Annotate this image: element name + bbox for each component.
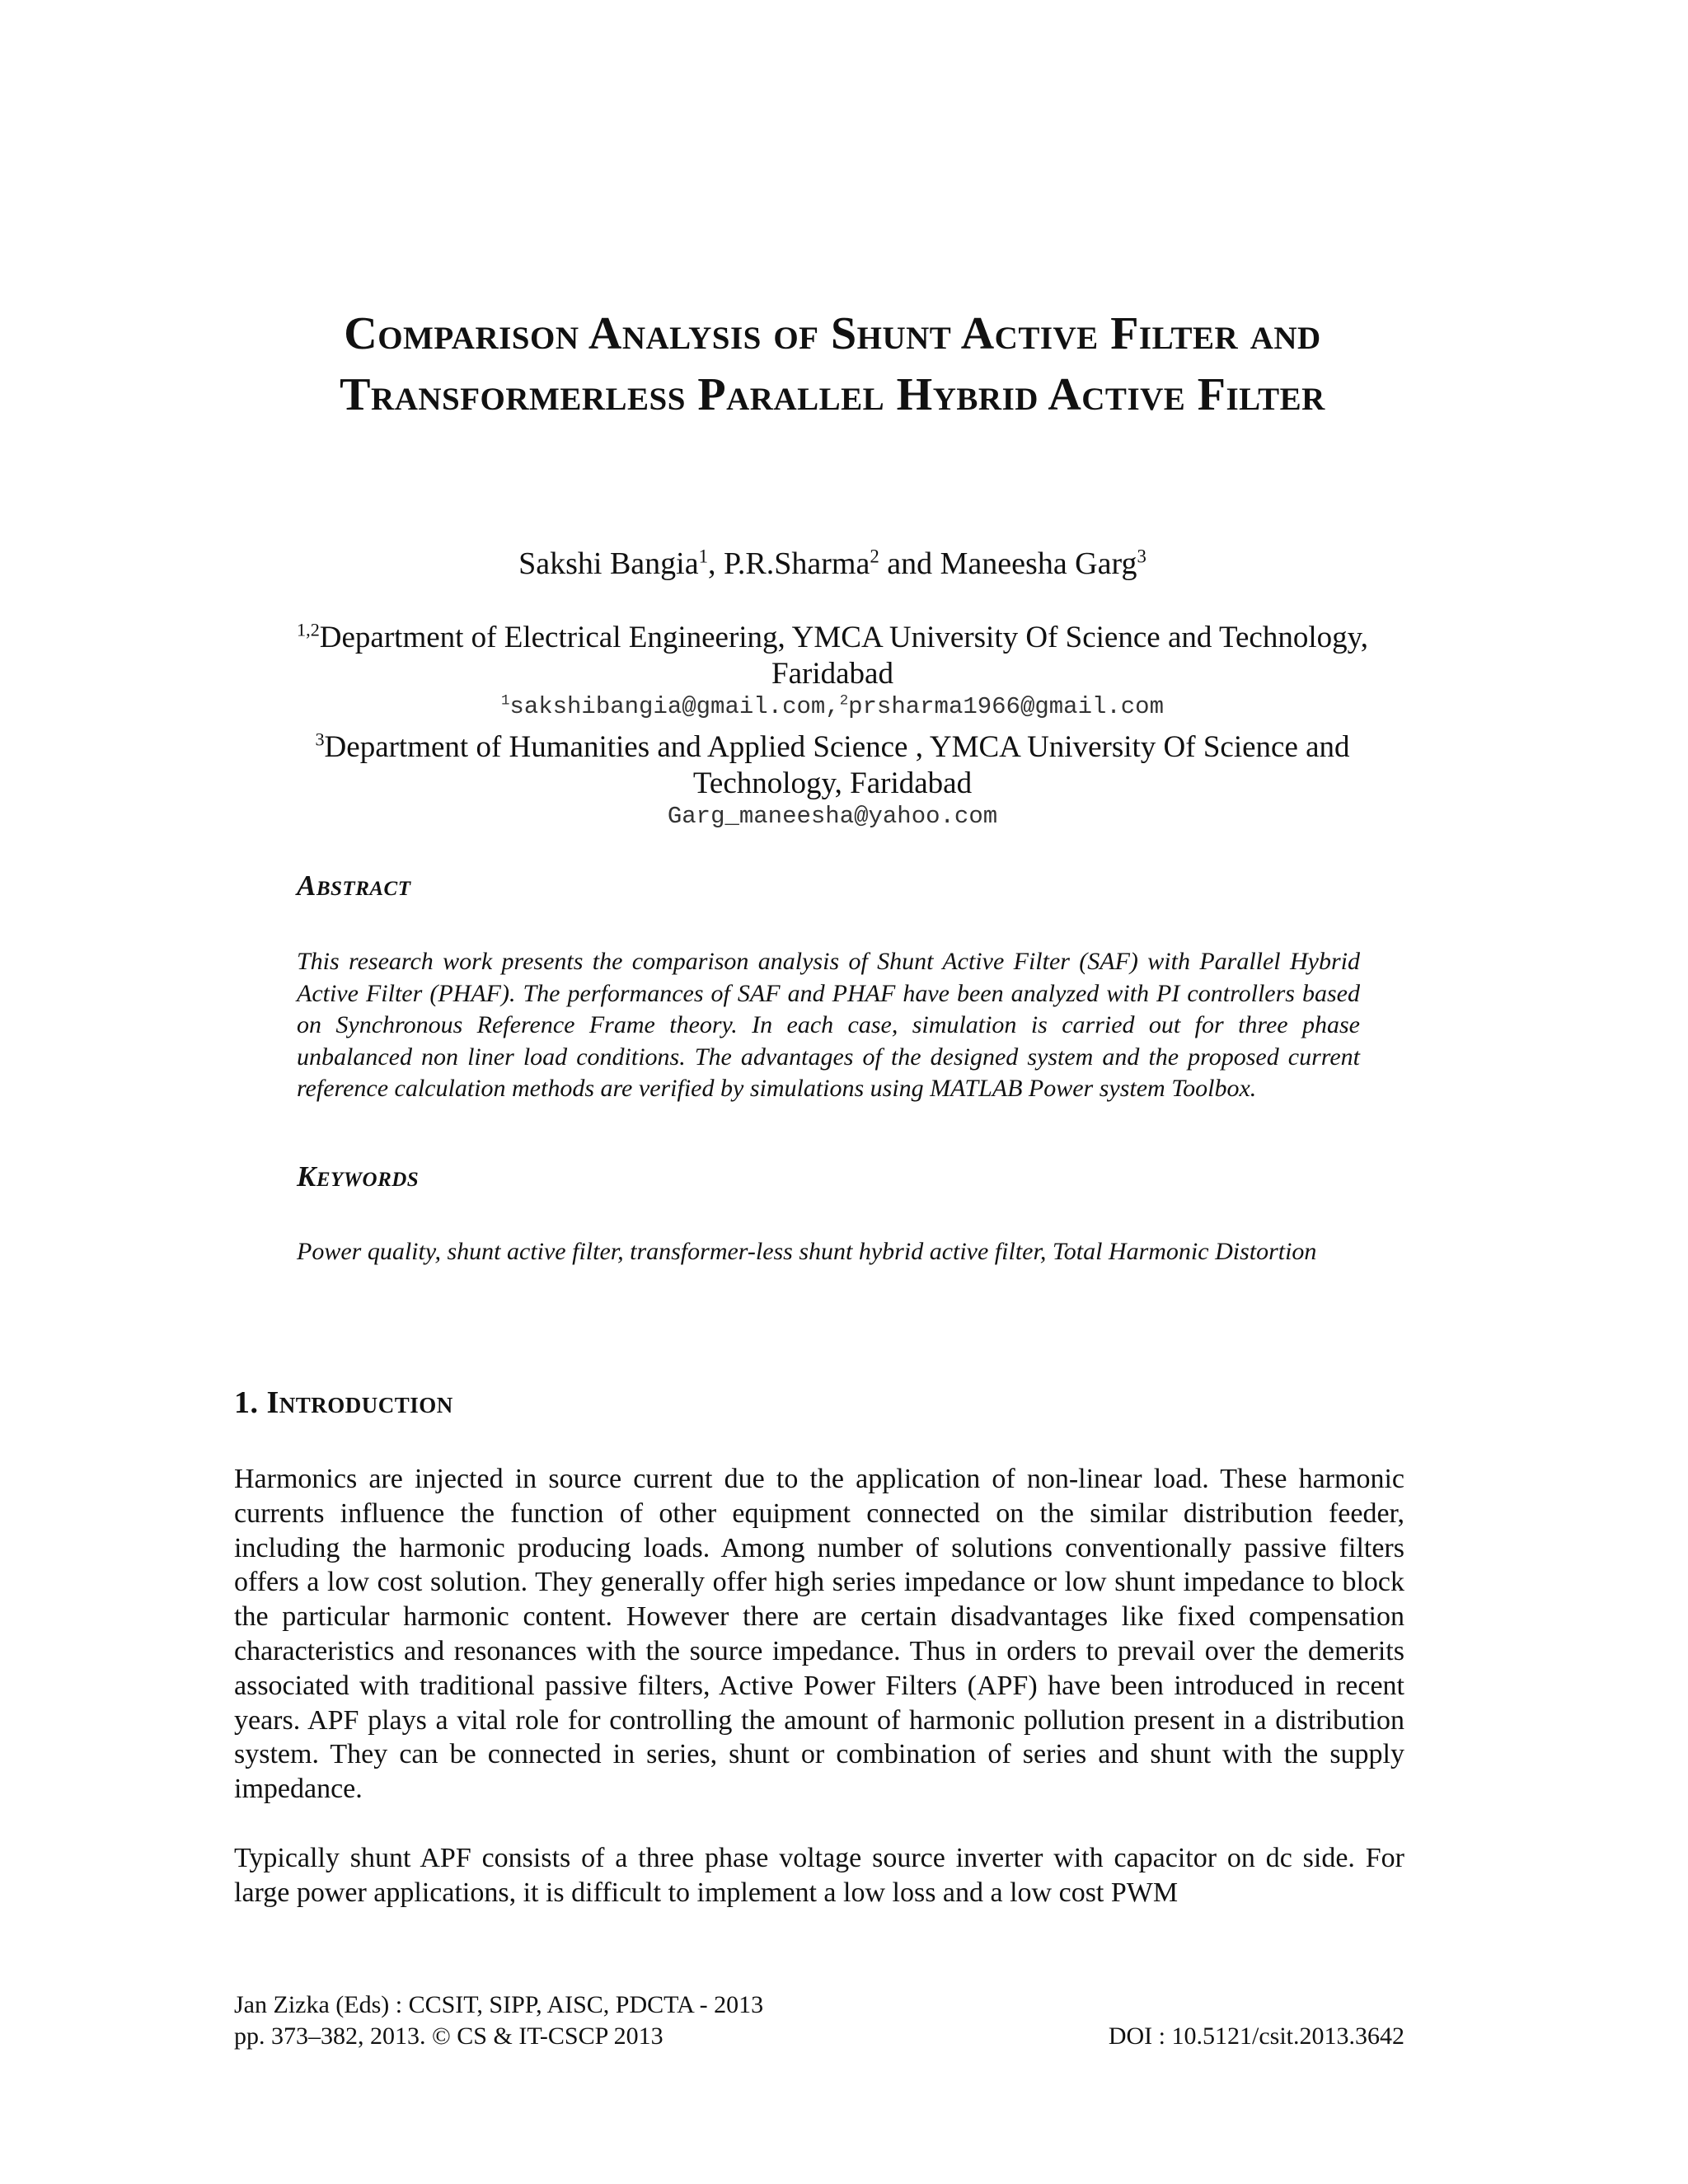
- email-mark: 1: [500, 693, 510, 710]
- body-paragraph: Harmonics are injected in source current due to the application of non-linear load. These harmonic currents influence the function of other equipment connected on the similar distribution feeder, including the harmonic producing loads. Among number of solutions conventionally passive filters offers a low cost solution. They generally offer high series impedance or low shunt impedance to block the particular harmonic content. However there are certain disadvantages like fixed compensation characteristics and resonances with the source impedance. Thus in orders to prevail over the demerits associated with traditional passive filters, Active Power Filters (APF) have been introduced in recent years. APF plays a vital role for controlling the amount of harmonic pollution present in a distribution system. They can be connected in series, shunt or combination of series and shunt with the supply impedance.: [234, 1464, 1404, 1805]
- author-separator: and: [879, 546, 940, 581]
- affiliation-mark: 3: [315, 729, 325, 750]
- abstract-text: This research work presents the comparison analysis of Shunt Active Filter (SAF) with Parallel Hybrid Active Filter (PHAF). The performances of SAF and PHAF have been analyzed with PI controllers based on Synchronous Reference Frame theory. In each case, simulation is carried out for three phase unbalanced non liner load conditions. The advantages of the designed system and the proposed current reference calculation methods are verified by simulations using MATLAB Power system Toolbox.: [297, 948, 1360, 1102]
- keywords-text: Power quality, shunt active filter, transformer-less shunt hybrid active filter, Total Harmonic Distortion: [297, 1238, 1317, 1265]
- author-affiliation-mark: 2: [870, 546, 879, 567]
- email-mark: 2: [839, 693, 849, 710]
- introduction-heading: 1. Introduction: [234, 1385, 453, 1420]
- author-separator: ,: [708, 546, 724, 581]
- abstract-heading: Abstract: [297, 869, 411, 902]
- affiliation-text: Department of Electrical Engineering, YMCA University Of Science and Technology, Faridabad: [319, 621, 1368, 691]
- footer-doi[interactable]: DOI : 10.5121/csit.2013.3642: [1108, 2022, 1404, 2050]
- affiliation-1: [247, 620, 1418, 722]
- footer-row: [234, 2021, 1404, 2052]
- author-name: P.R.Sharma: [724, 546, 870, 581]
- affiliation-mark: 1,2: [297, 619, 320, 640]
- author-list: [247, 544, 1418, 583]
- affiliation-emails: [247, 692, 1418, 722]
- author-affiliation-mark: 3: [1137, 546, 1146, 567]
- keywords-heading: Keywords: [297, 1160, 420, 1193]
- author-name: Maneesha Garg: [940, 546, 1137, 581]
- affiliation-2: [247, 729, 1418, 832]
- email-address[interactable]: sakshibangia@gmail.com,: [509, 693, 840, 720]
- email-address[interactable]: prsharma1966@gmail.com: [848, 693, 1164, 720]
- footer-proceedings: Jan Zizka (Eds) : CCSIT, SIPP, AISC, PDCTA - 2013: [234, 1991, 764, 2018]
- affiliation-text: Department of Humanities and Applied Science , YMCA University Of Science and Technology, Faridabad: [324, 730, 1350, 800]
- author-name: Sakshi Bangia: [518, 546, 699, 581]
- email-address[interactable]: Garg_maneesha@yahoo.com: [667, 803, 998, 830]
- author-affiliation-mark: 1: [698, 546, 708, 567]
- paper-title: Comparison Analysis of Shunt Active Filter and Transformerless Parallel Hybrid Active Filter: [340, 308, 1325, 420]
- page-footer: [234, 1990, 1404, 2052]
- body-paragraph: Typically shunt APF consists of a three phase voltage source inverter with capacitor on dc side. For large power applications, it is difficult to implement a low loss and a low cost PWM: [234, 1843, 1404, 1908]
- footer-pages: pp. 373–382, 2013. © CS & IT-CSCP 2013: [234, 2022, 663, 2050]
